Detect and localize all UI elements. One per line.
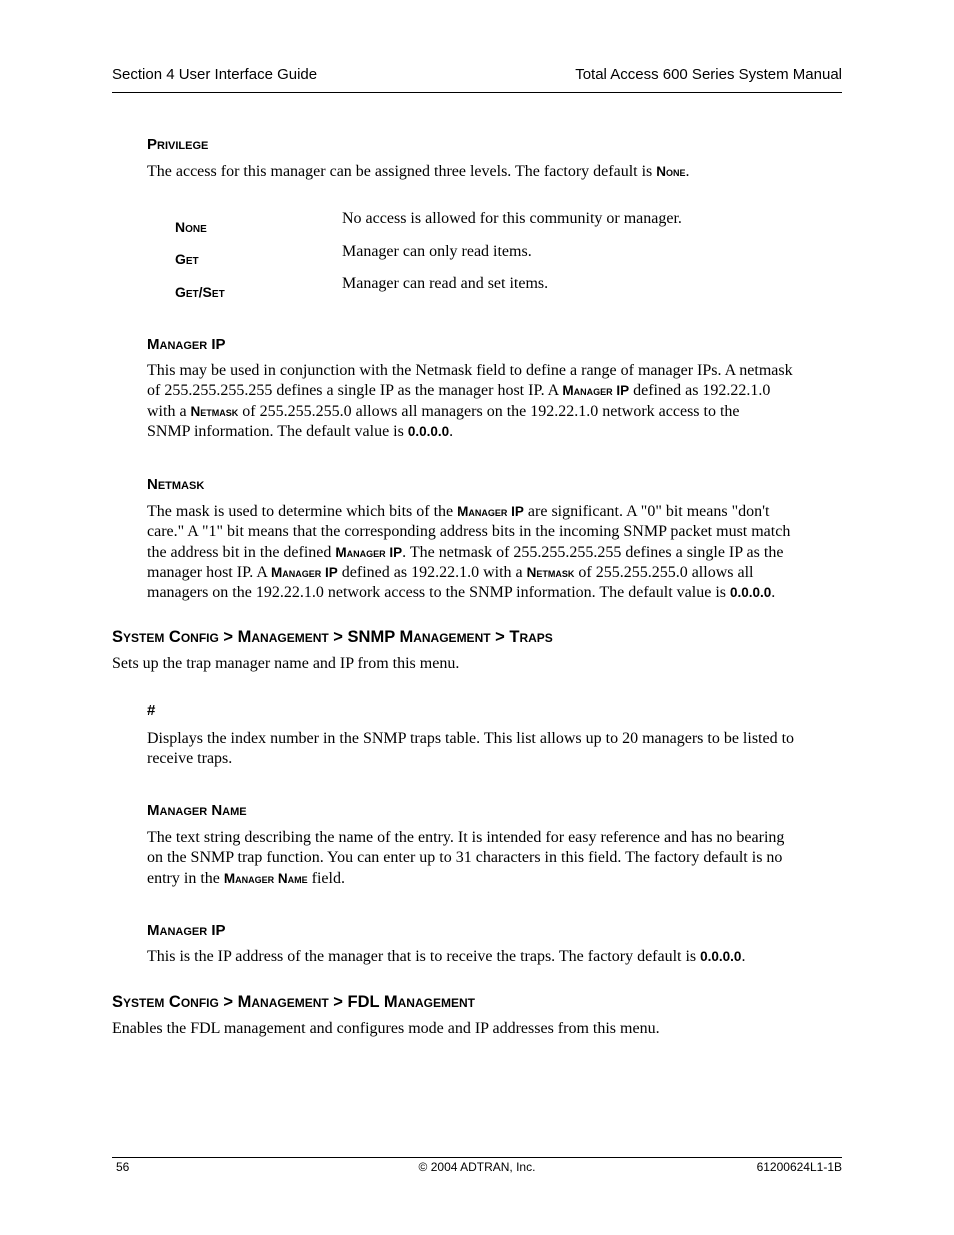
manager-name-paragraph: The text string describing the name of the entry. It is intended for easy reference and has no bearing on the SNMP trap function. You can enter up to 31 characters in this field. The factory default is no entry in the Manager Name field. (147, 829, 785, 887)
fdl-section-intro: Enables the FDL management and configures mode and IP addresses from this menu. (112, 1020, 660, 1037)
manager-ip-heading: Manager IP (147, 336, 226, 353)
netmask-heading: Netmask (147, 476, 205, 493)
privilege-heading: Privilege (147, 136, 209, 153)
manager-ip-paragraph: This may be used in conjunction with the Netmask field to define a range of manager IPs. A netmask of 255.255.255.255 defines a single IP as the manager host IP. A Manager IP defined as 192.22.1.0 with a Netmask of 255.255.255.0 allows all managers on the 192.22.1.0 network access to the SNMP information. The default value is 0.0.0.0. (147, 362, 793, 440)
footer-doc-number: 61200624L1-1B (756, 1160, 842, 1174)
trap-manager-ip-paragraph: This is the IP address of the manager that is to receive the traps. The factory default is 0.0.0.0. (147, 948, 746, 965)
privilege-default: None (656, 164, 686, 179)
privilege-key-get: Get (175, 251, 199, 267)
privilege-key-none: None (175, 219, 207, 235)
traps-section-intro: Sets up the trap manager name and IP from this menu. (112, 655, 460, 672)
fdl-section-heading: System Config > Management > FDL Management (112, 993, 475, 1011)
privilege-key-get-set: Get/Set (175, 284, 225, 300)
privilege-desc-get-set: Manager can read and set items. (342, 275, 549, 292)
privilege-desc-get: Manager can only read items. (342, 243, 532, 260)
footer-rule (112, 1157, 842, 1158)
running-header-left: Section 4 User Interface Guide (112, 66, 318, 83)
index-paragraph: Displays the index number in the SNMP traps table. This list allows up to 20 managers to be listed to receive traps. (147, 730, 795, 768)
privilege-intro: The access for this manager can be assigned three levels. The factory default is None. (147, 163, 690, 180)
footer-page-number: 56 (116, 1160, 130, 1174)
index-heading: # (147, 702, 156, 719)
running-header-right: Total Access 600 Series System Manual (575, 66, 842, 83)
privilege-desc-none: No access is allowed for this community or manager. (342, 210, 682, 227)
netmask-paragraph: The mask is used to determine which bits of the Manager IP are significant. A "0" bit means "don't care." A "1" bit means that the corresponding address bits in the incoming SNMP packet must match the address bit in the defined Manager IP. The netmask of 255.255.255.255 defines a single IP as the manager host IP. A Manager IP defined as 192.22.1.0 with a Netmask of 255.255.255.0 allows all managers on the 192.22.1.0 network access to the SNMP information. The default value is 0.0.0.0. (147, 503, 791, 602)
trap-manager-ip-heading: Manager IP (147, 922, 226, 939)
traps-section-heading: System Config > Management > SNMP Management > Traps (112, 628, 553, 646)
manager-name-heading: Manager Name (147, 802, 247, 819)
header-rule (112, 92, 842, 93)
footer-copyright: © 2004 ADTRAN, Inc. (418, 1160, 536, 1174)
